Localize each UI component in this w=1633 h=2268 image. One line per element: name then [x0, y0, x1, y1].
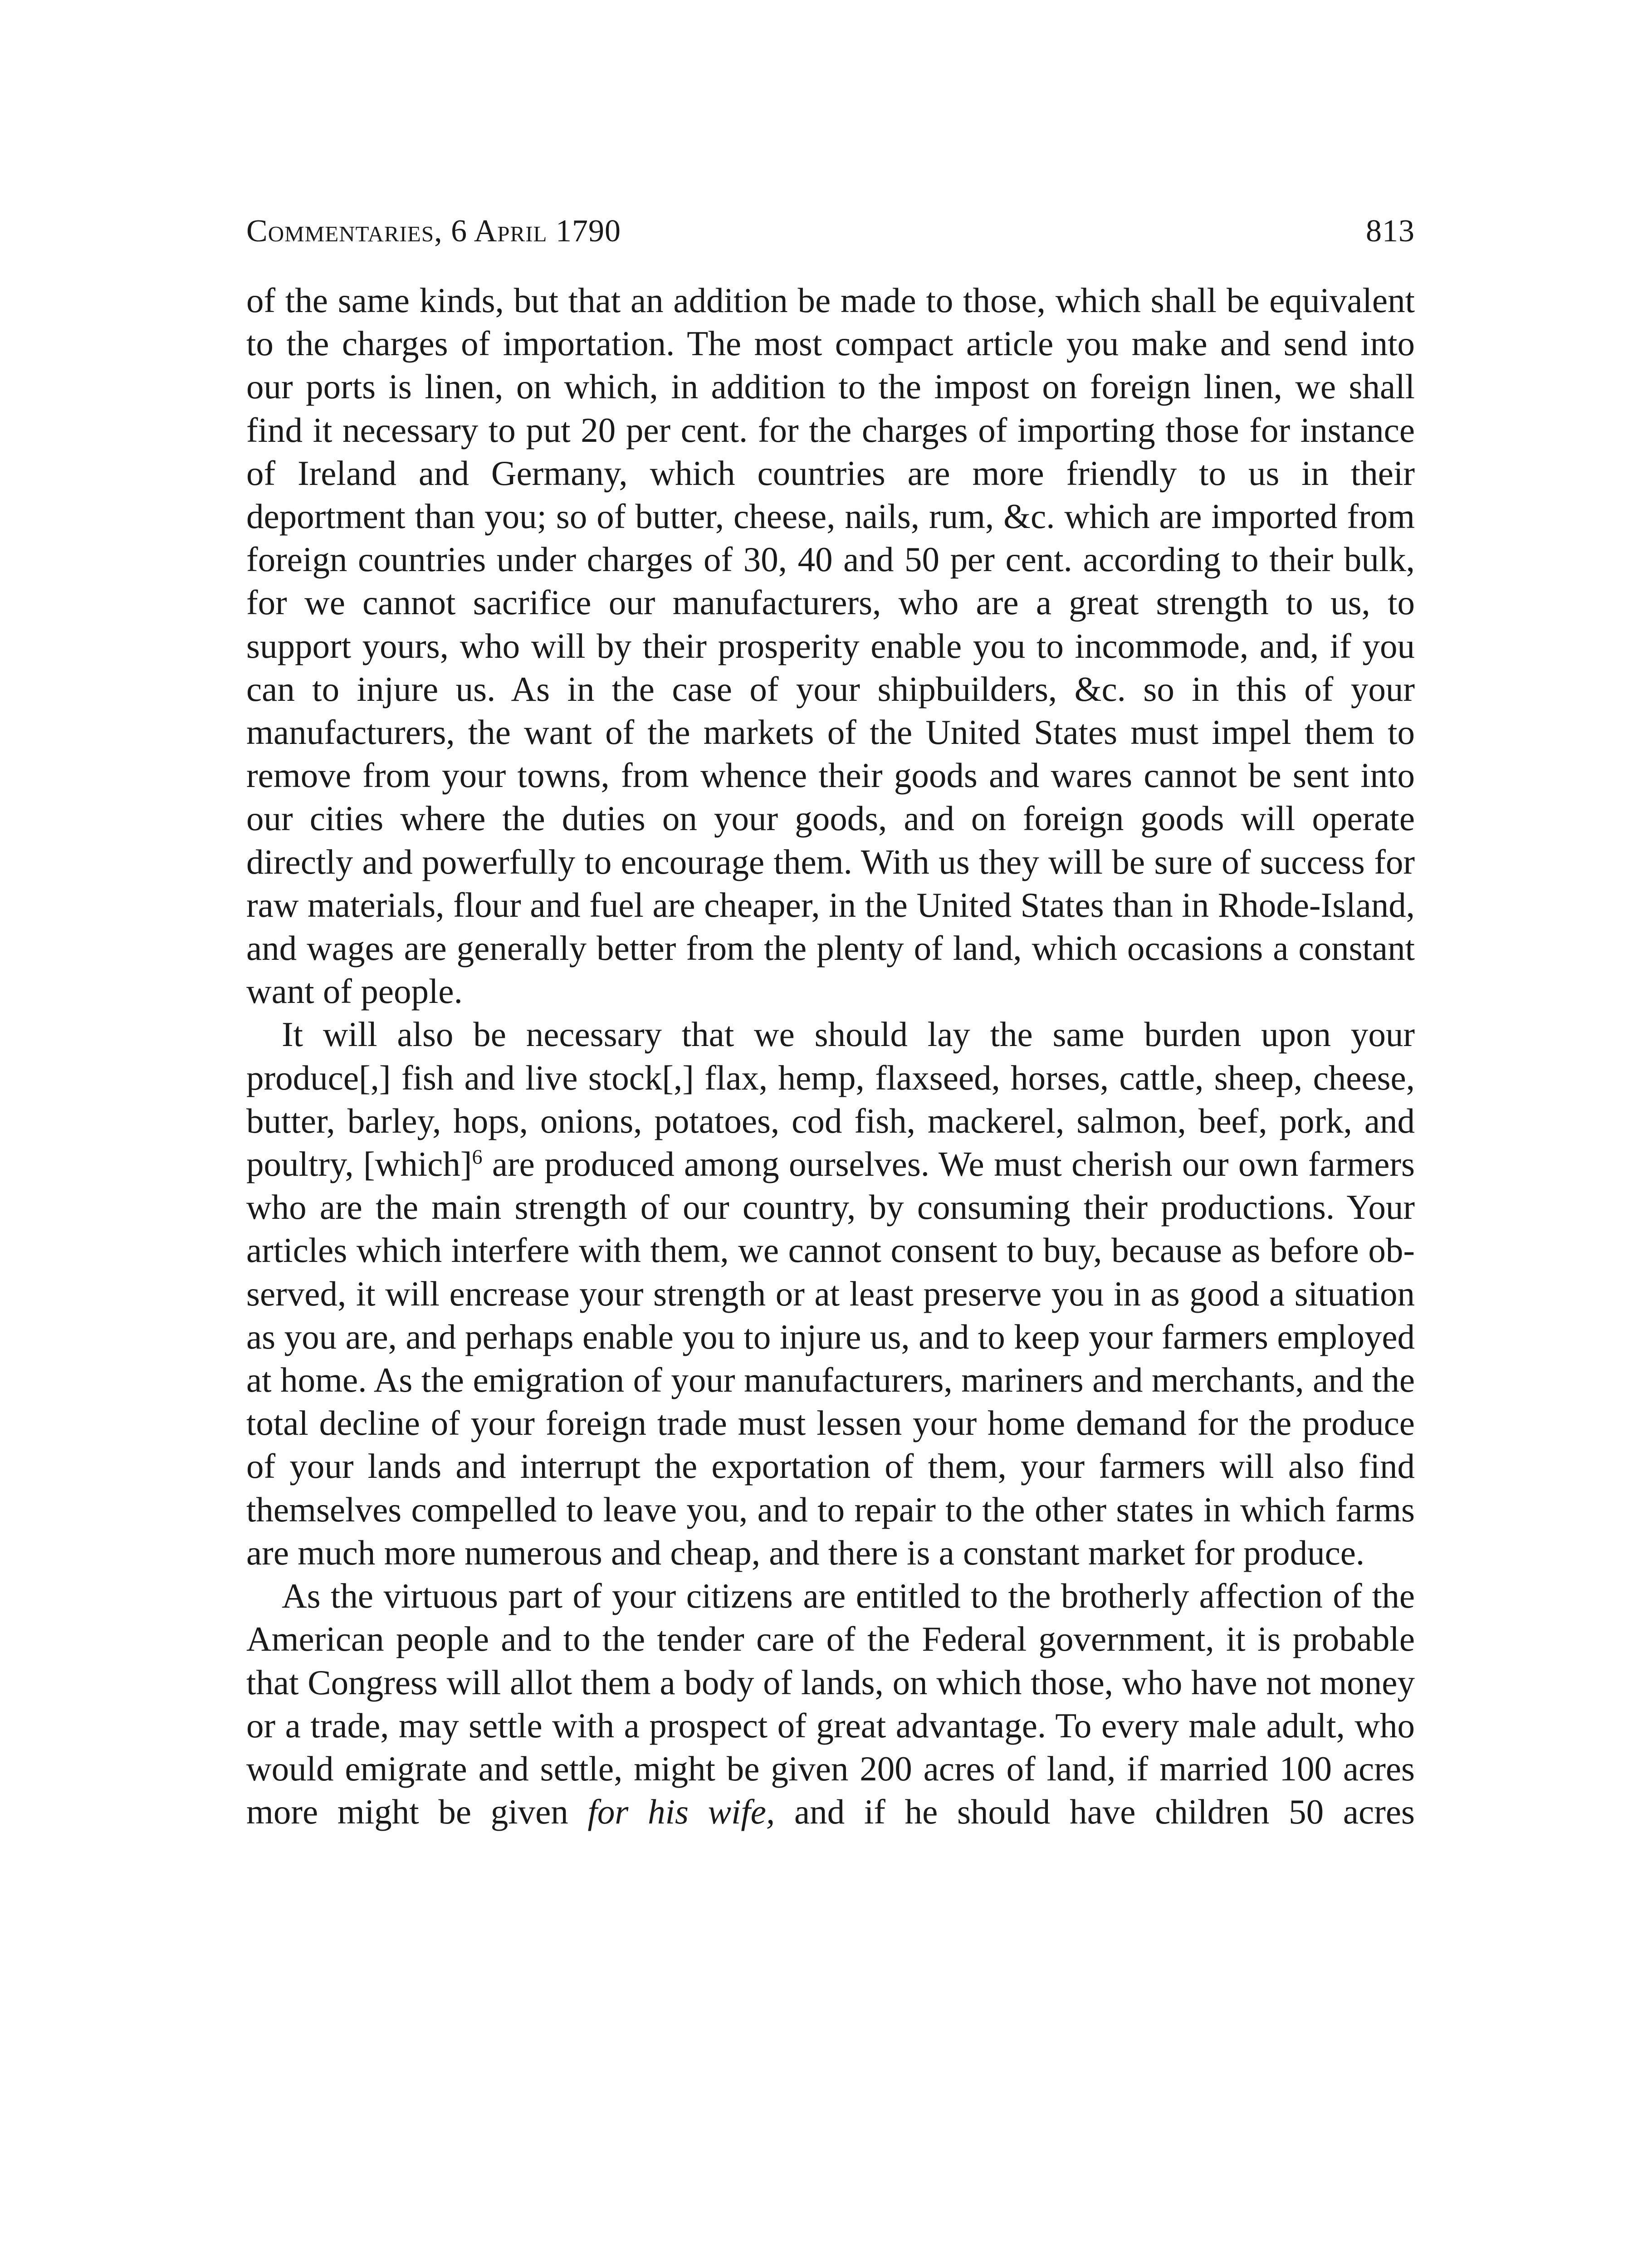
- paragraph-1: of the same kinds, but that an addition be made to those, which shall be equivalent to the charges of importation. The most compact article you make and send into our ports is linen, on which, in addition to the impost on foreign linen, we shall find it necessary to put 20 per cent. for the charges of importing those for instance of Ireland and Germany, which countries are more friendly to us in their deportment than you; so of butter, cheese, nails, rum, &c. which are imported from foreign countries under charges of 30, 40 and 50 per cent. according to their bulk, for we cannot sacrifice our manufacturers, who are a great strength to us, to support yours, who will by their prosperity enable you to incommode, and, if you can to injure us. As in the case of your shipbuilders, &c. so in this of your manufacturers, the want of the markets of the United States must impel them to remove from your towns, from whence their goods and wares cannot be sent into our cities where the duties on your goods, and on foreign goods will operate directly and powerfully to encourage them. With us they will be sure of success for raw materials, flour and fuel are cheaper, in the United States than in Rhode-Island, and wages are generally better from the plenty of land, which occasions a constant want of people.: [246, 281, 1415, 1011]
- paragraph-3: [246, 1574, 1415, 1833]
- footnote-reference[interactable]: 6: [472, 1145, 483, 1168]
- body-text: [246, 279, 1415, 1833]
- running-head: [246, 215, 1415, 247]
- page-number: 813: [1366, 214, 1415, 249]
- paragraph-2-text-b: are produced among ourselves. We must cherish our own farmers who are the main strength of our country, by consuming their productions. Your articles which interfere with them, we cannot consent to buy, because as before observed, it will encrease your strength or at least preserve you in as good a situation as you are, and perhaps enable you to injure us, and to keep your farmers employed at home. As the emigration of your manufacturers, mariners and merchants, and the total decline of your foreign trade must lessen your home demand for the produce of your lands and interrupt the exportation of them, your farmers will also find themselves compelled to leave you, and to repair to the other states in which farms are much more numerous and cheap, and there is a constant market for produce.: [246, 1144, 1415, 1572]
- paragraph-3-text-b: and if he should have children 50 acres: [775, 1792, 1415, 1832]
- paragraph-3-text-a: As the virtuous part of your citizens are entitled to the brotherly affection of the American people and to the tender care of the Federal government, it is probable that Congress will allot them a body of lands, on which those, who have not money or a trade, may settle with a prospect of great advantage. To every male adult, who would emigrate and settle, might be given 200 acres of land, if married 100 acres more might be given: [246, 1576, 1415, 1832]
- document-page: [246, 215, 1415, 1833]
- paragraph-2-text-a: It will also be necessary that we should lay the same burden upon your produce[,] fish and live stock[,] flax, hemp, flaxseed, horses, cattle, sheep, cheese, butter, barley, hops, onions, potatoes, cod fish, mackerel, salmon, beef, pork, and poultry, [which]: [246, 1015, 1415, 1184]
- paragraph-3-italic: for his wife,: [587, 1792, 775, 1832]
- running-head-title: Commentaries, 6 April 1790: [246, 214, 621, 249]
- paragraph-2: [246, 1013, 1415, 1574]
